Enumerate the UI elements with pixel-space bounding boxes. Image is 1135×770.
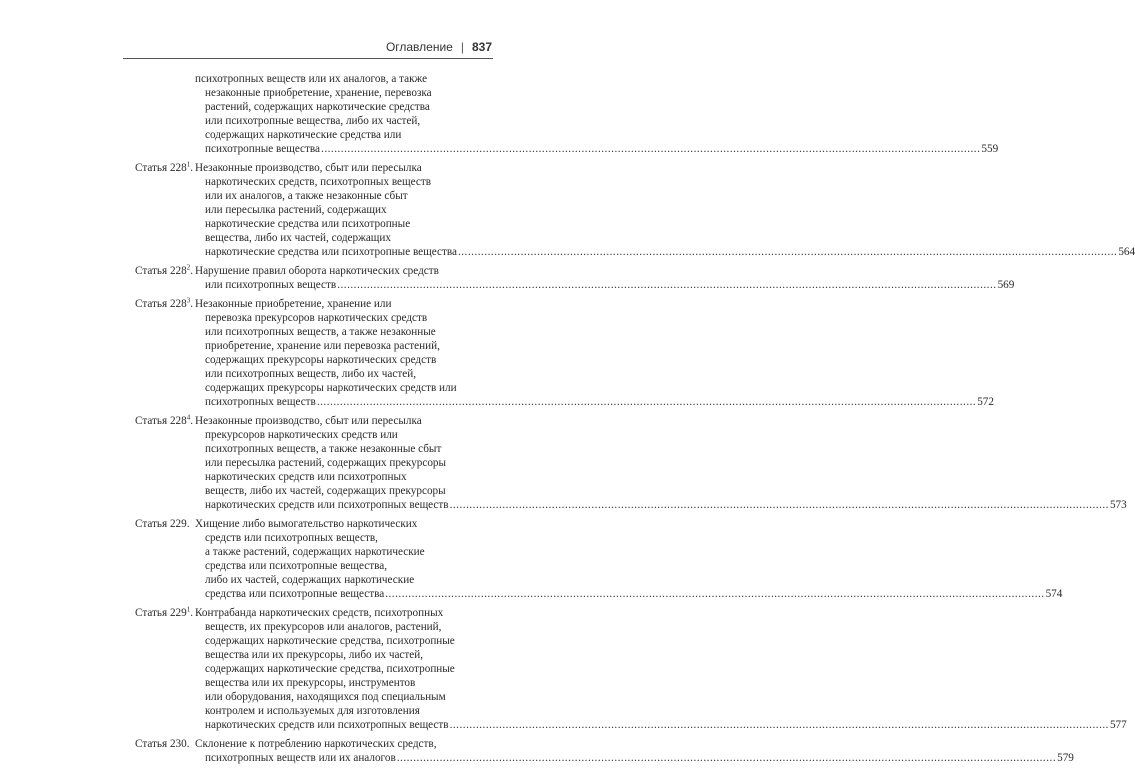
entry-title-line: содержащих наркотические средства или	[205, 129, 402, 141]
entry-title-line: а также растений, содержащих наркотические	[205, 546, 425, 558]
entry-title-line: или пересылка растений, содержащих	[205, 204, 387, 216]
article-superscript: 1	[186, 605, 191, 614]
article-label: Статья $228^2$.	[135, 263, 194, 277]
entry-page-number: 559	[981, 143, 999, 155]
entry-title-line: Незаконные производство, сбыт или пересылка	[195, 415, 422, 427]
entry-page-number: 574	[1045, 588, 1063, 600]
entry-title-line: веществ, либо их частей, содержащих прекурсоры	[205, 485, 446, 497]
entry-title-line: наркотических средств или психотропных	[205, 471, 407, 483]
entry-title-line: или психотропные вещества, либо их частей,	[205, 115, 421, 127]
article-superscript: 4	[186, 413, 191, 422]
entry-title-line: психотропных веществ или их аналогов, а также	[195, 73, 428, 85]
dot-leader: ........................................................................................................................................................................................................	[321, 143, 981, 155]
entry-title-line: содержащих прекурсоры наркотических средств или	[205, 382, 457, 394]
toc-entry	[135, 72, 999, 156]
page-number: 837	[471, 40, 492, 54]
entry-title-line: содержащих прекурсоры наркотических средств	[205, 354, 437, 366]
entry-page-number: 564	[1118, 246, 1135, 258]
entry-last-line: психотропные вещества ........................................................................................................................................................................................................ 559	[205, 143, 999, 155]
entry-title-line: психотропных веществ, а также незаконные сбыт	[205, 443, 442, 455]
entry-title-line: Незаконные приобретение, хранение или	[195, 298, 392, 310]
entry-title-line: содержащих наркотические средства, психотропные	[205, 635, 455, 647]
header-rule	[123, 58, 493, 59]
toc-entry	[135, 413, 1127, 512]
toc-entry	[135, 263, 1015, 292]
entry-title-line: или пересылка растений, содержащих прекурсоры	[205, 457, 447, 469]
article-label: Статья $228^4$.	[135, 413, 194, 427]
article-superscript: 1	[186, 160, 191, 169]
entry-title-line: вещества или их прекурсоры, инструментов	[205, 677, 416, 689]
article-label: Статья $228^3$.	[135, 296, 194, 310]
entry-title-line: Хищение либо вымогательство наркотических	[195, 518, 418, 530]
article-superscript: 2	[186, 263, 191, 272]
header-separator: |	[460, 40, 464, 54]
entry-last-line: наркотические средства или психотропные вещества ........................................................................................................................................................................................................ 564	[205, 246, 1135, 258]
article-label: Статья $228^1$.	[135, 160, 194, 174]
toc-entry	[135, 605, 1127, 732]
dot-leader: ........................................................................................................................................................................................................	[385, 588, 1045, 600]
dot-leader: ........................................................................................................................................................................................................	[396, 752, 1057, 764]
toc-entry	[135, 737, 1074, 765]
entry-title-line: наркотических средств, психотропных веществ	[205, 176, 432, 188]
entry-last-line: или психотропных веществ ........................................................................................................................................................................................................ 569	[205, 279, 1015, 291]
table-of-contents	[135, 72, 1135, 770]
entry-last-line: наркотических средств или психотропных веществ ........................................................................................................................................................................................................ 577	[205, 719, 1127, 731]
entry-title-line: или оборудования, находящихся под специальным	[205, 691, 446, 703]
entry-title-line: вещества, либо их частей, содержащих	[205, 232, 391, 244]
entry-title-line: Нарушение правил оборота наркотических средств	[195, 265, 439, 277]
entry-last-line: психотропных веществ ........................................................................................................................................................................................................ 572	[205, 396, 994, 408]
entry-title-line: содержащих наркотические средства, психотропные	[205, 663, 455, 675]
entry-last-line: психотропных веществ или их аналогов ........................................................................................................................................................................................................ 579	[205, 752, 1074, 764]
entry-page-number: 569	[997, 279, 1015, 291]
section-title: Оглавление	[385, 40, 453, 54]
article-label	[135, 72, 195, 156]
dot-leader: ........................................................................................................................................................................................................	[449, 499, 1109, 511]
entry-title-line: или их аналогов, а также незаконные сбыт	[205, 190, 408, 202]
entry-title-line: средства или психотропные вещества,	[205, 560, 387, 572]
entry-last-line: средства или психотропные вещества ........................................................................................................................................................................................................ 574	[205, 588, 1063, 600]
entry-title-line: либо их частей, содержащих наркотические	[205, 574, 415, 586]
entry-title-line: контролем и используемых для изготовления	[205, 705, 420, 717]
entry-page-number: 573	[1109, 499, 1127, 511]
entry-title-line: Контрабанда наркотических средств, психотропных	[195, 607, 444, 619]
entry-title-line: прекурсоров наркотических средств или	[205, 429, 398, 441]
toc-entry	[135, 517, 1063, 601]
article-label: Статья 229.	[135, 518, 190, 530]
toc-entry	[135, 296, 994, 409]
entry-title-line: вещества или их прекурсоры, либо их частей,	[205, 649, 424, 661]
toc-entry	[135, 160, 1135, 259]
entry-title-line: Склонение к потреблению наркотических средств,	[195, 738, 437, 750]
dot-leader: ........................................................................................................................................................................................................	[337, 279, 997, 291]
dot-leader: ........................................................................................................................................................................................................	[457, 246, 1118, 258]
entry-title-line: или психотропных веществ, а также незаконные	[205, 326, 436, 338]
entry-title-line: приобретение, хранение или перевозка растений,	[205, 340, 440, 352]
entry-title-line: веществ, их прекурсоров или аналогов, растений,	[205, 621, 442, 633]
article-label: Статья $229^1$.	[135, 605, 194, 619]
entry-title-line: перевозка прекурсоров наркотических средств	[205, 312, 428, 324]
entry-page-number: 579	[1057, 752, 1074, 764]
entry-page-number: 577	[1109, 719, 1127, 731]
article-label: Статья 230.	[135, 738, 190, 750]
entry-title-line: наркотические средства или психотропные	[205, 218, 411, 230]
entry-title-line: средств или психотропных веществ,	[205, 532, 378, 544]
dot-leader: ........................................................................................................................................................................................................	[316, 396, 977, 408]
entry-title-line: Незаконные производство, сбыт или пересылка	[195, 162, 422, 174]
entry-page-number: 572	[977, 396, 994, 408]
dot-leader: ........................................................................................................................................................................................................	[449, 719, 1109, 731]
running-header	[386, 40, 492, 54]
entry-title-line: растений, содержащих наркотические средства	[205, 101, 430, 113]
entry-title-line: или психотропных веществ, либо их частей,	[205, 368, 416, 380]
article-superscript: 3	[186, 296, 191, 305]
entry-last-line: наркотических средств или психотропных веществ ........................................................................................................................................................................................................ 573	[205, 499, 1127, 511]
entry-title-line: незаконные приобретение, хранение, перевозка	[205, 87, 432, 99]
